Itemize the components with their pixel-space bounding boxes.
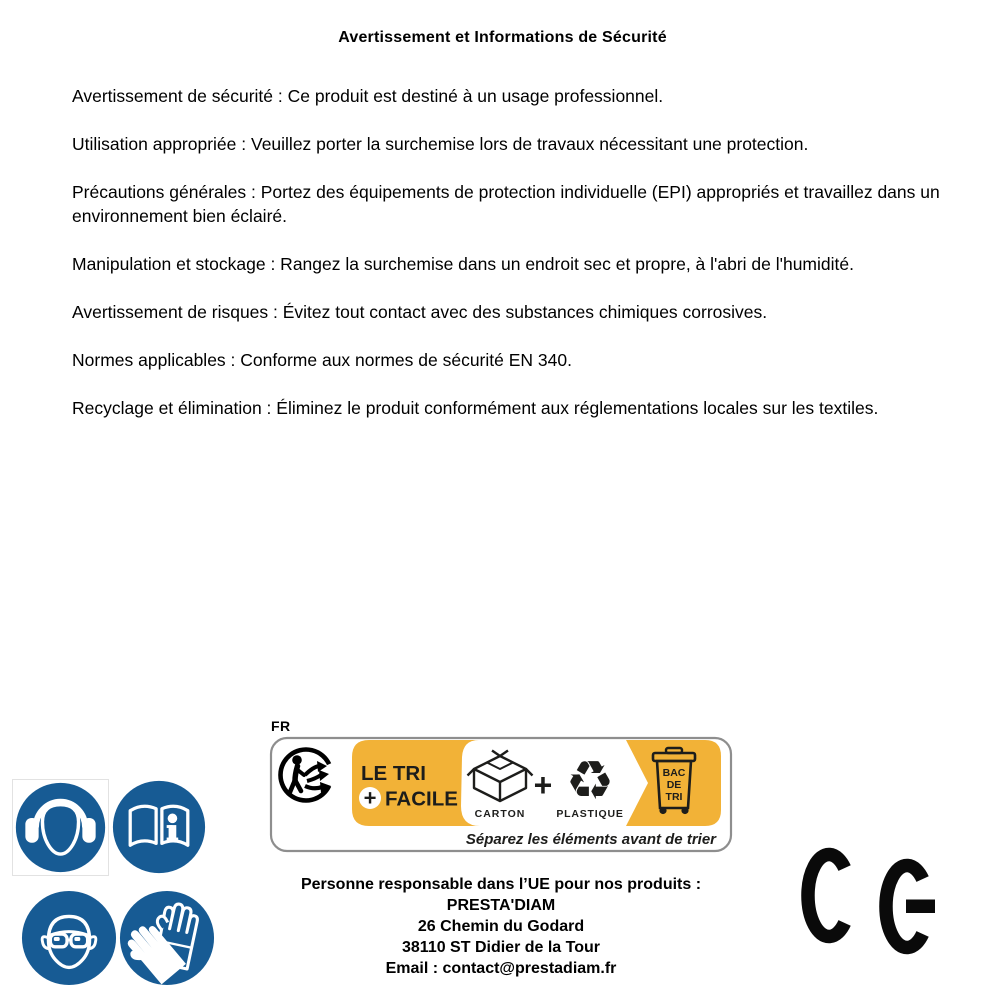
- responsible-address-city: 38110 ST Didier de la Tour: [402, 939, 600, 956]
- materials-plus-sign: +: [533, 767, 553, 803]
- read-instruction-manual-icon: [111, 779, 207, 875]
- info-tri-recycling-banner: [269, 736, 733, 854]
- material-label-plastique: PLASTIQUE: [556, 808, 624, 820]
- wear-eye-protection-svg: [20, 889, 118, 987]
- paragraph-utilisation-appropriee: Utilisation appropriée : Veuillez porter la surchemise lors de travaux nécessitant une protection.: [72, 134, 809, 154]
- country-code-label: FR: [271, 718, 291, 734]
- safety-paragraphs: [72, 84, 940, 444]
- headline-le-tri: LE TRI: [361, 762, 426, 785]
- bin-text-line3: TRI: [665, 791, 683, 803]
- headline-facile: FACILE: [385, 787, 458, 811]
- paragraph-precautions-generales: Précautions générales : Portez des équipements de protection individuelle (EPI) appropriés et travaillez dans un environnement bien éclairé.: [72, 182, 940, 226]
- ce-marking-icon: [795, 845, 955, 960]
- bin-text-line1: BAC: [662, 767, 686, 779]
- paragraph-normes-applicables: Normes applicables : Conforme aux normes de sécurité EN 340.: [72, 350, 572, 370]
- wear-protective-gloves-svg: [118, 889, 216, 987]
- wear-ear-protection-icon: [12, 779, 109, 876]
- material-label-carton: CARTON: [474, 808, 526, 820]
- responsible-address-street: 26 Chemin du Godard: [417, 918, 585, 935]
- read-instruction-manual-svg: [111, 779, 207, 875]
- bin-text-line2: DE: [666, 779, 682, 791]
- paragraph-avertissement-risques: Avertissement de risques : Évitez tout contact avec des substances chimiques corrosives.: [72, 302, 768, 322]
- wear-protective-gloves-icon: [118, 889, 216, 987]
- responsible-company-name: PRESTA'DIAM: [446, 897, 556, 914]
- wear-eye-protection-icon: [20, 889, 118, 987]
- recycling-arrows-icon: ♻: [565, 749, 615, 812]
- page-title: Avertissement et Informations de Sécurité: [338, 29, 667, 46]
- responsible-email: Email : contact@prestadiam.fr: [385, 960, 617, 977]
- plus-badge-sign: +: [363, 785, 377, 811]
- paragraph-avertissement-securite: Avertissement de sécurité : Ce produit est destiné à un usage professionnel.: [72, 86, 664, 106]
- responsible-intro-line: Personne responsable dans l’UE pour nos produits :: [300, 876, 702, 893]
- paragraph-recyclage-elimination: Recyclage et élimination : Éliminez le produit conformément aux réglementations locales sur les textiles.: [72, 398, 879, 418]
- sorting-instruction: Séparez les éléments avant de trier: [465, 831, 716, 848]
- wear-ear-protection-svg: [13, 780, 108, 875]
- responsible-person-block: [270, 874, 732, 979]
- paragraph-manipulation-stockage: Manipulation et stockage : Rangez la surchemise dans un endroit sec et propre, à l'abri de l'humidité.: [72, 254, 854, 274]
